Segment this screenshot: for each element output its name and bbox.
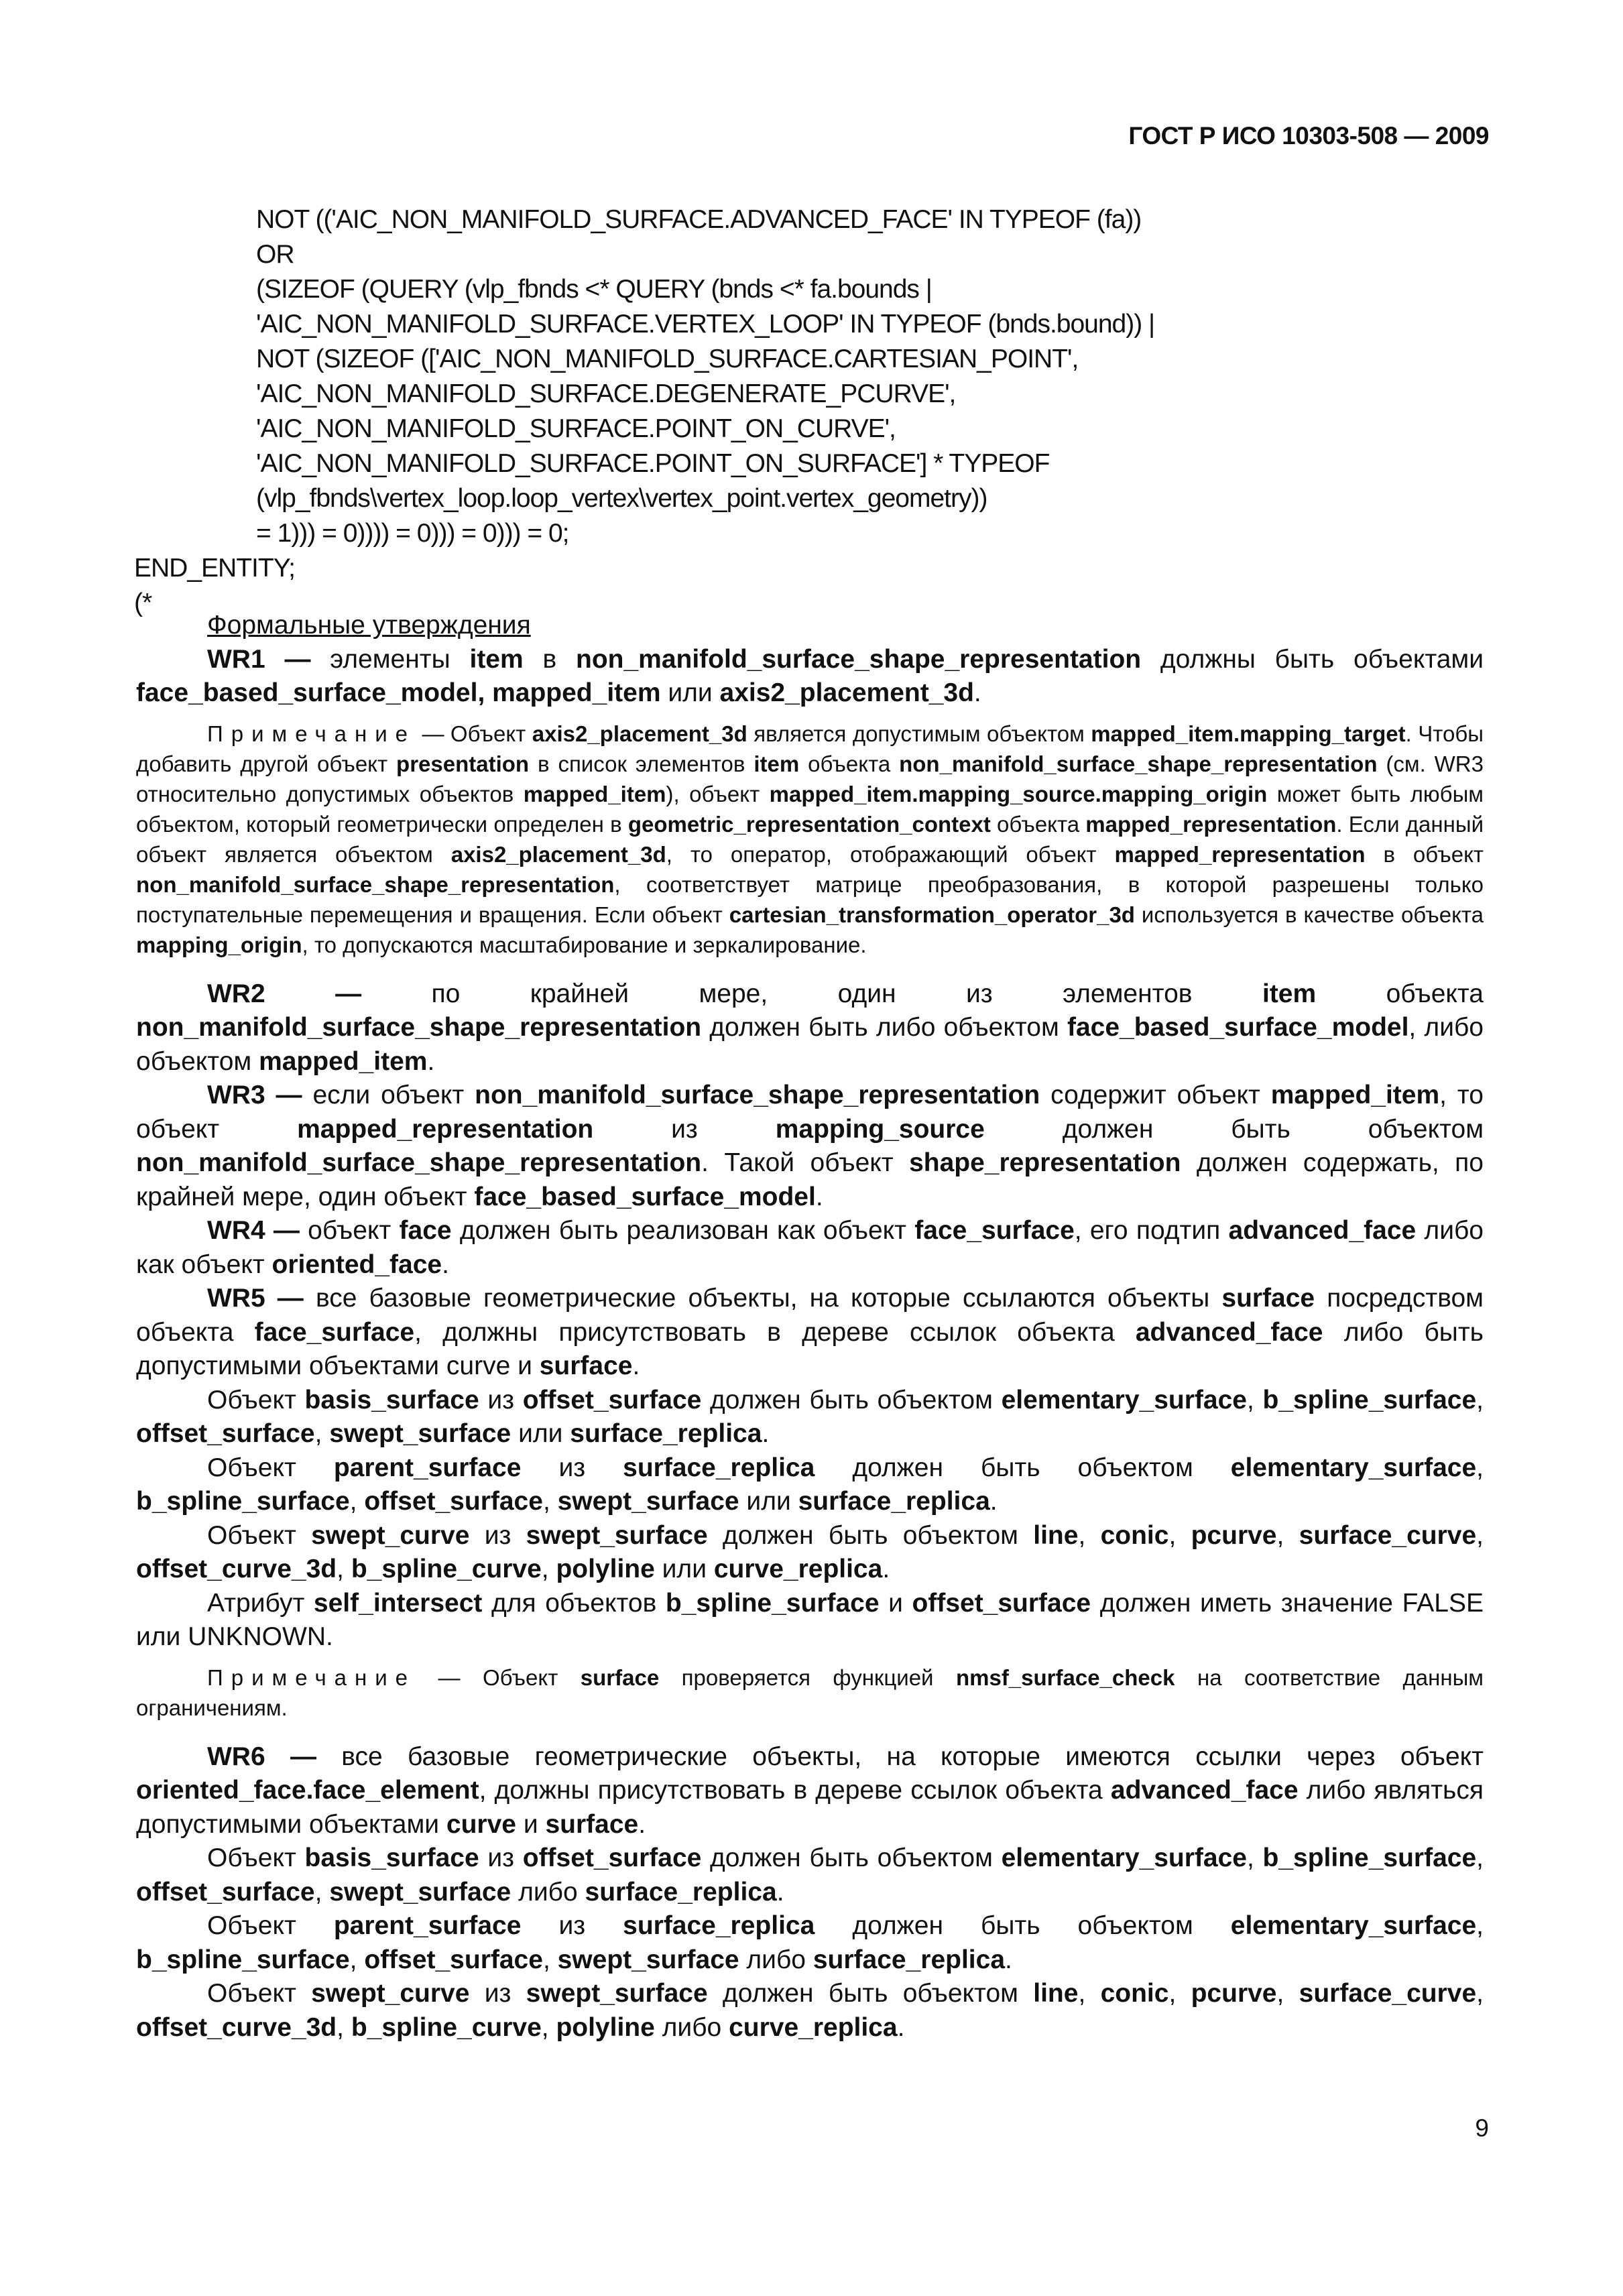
express-code-block bbox=[134, 202, 1408, 621]
body-paragraph bbox=[136, 1740, 1484, 1842]
text-segment: Объект bbox=[207, 1979, 312, 2008]
text-segment: ), объект bbox=[666, 781, 770, 806]
body-paragraph bbox=[136, 1587, 1484, 1654]
entity-term: curve_replica bbox=[729, 2012, 898, 2042]
text-segment: , bbox=[1476, 1520, 1484, 1550]
entity-term: b_spline_surface bbox=[136, 1945, 350, 1974]
text-segment: . bbox=[762, 1419, 770, 1448]
text-segment: Объект bbox=[207, 1911, 334, 1940]
text-segment: должен быть объектом bbox=[815, 1453, 1231, 1482]
entity-term: surface bbox=[1221, 1284, 1315, 1313]
text-segment: , bbox=[1168, 1979, 1191, 2008]
text-segment: , то оператор, отображающий объект bbox=[666, 841, 1115, 867]
entity-term: non_manifold_surface_shape_representation bbox=[136, 1148, 702, 1177]
entity-term: WR1 — bbox=[207, 644, 311, 674]
text-segment: (см. WR3 относительно допустимых объектов bbox=[136, 751, 1484, 806]
entity-term: advanced_face bbox=[1110, 1776, 1299, 1805]
text-segment: все базовые геометрические объекты, на которые ссылаются объекты bbox=[303, 1284, 1222, 1313]
entity-term: geometric_representation_context bbox=[627, 811, 991, 837]
text-segment: или bbox=[739, 1487, 798, 1516]
entity-term: face_based_surface_model bbox=[1067, 1013, 1409, 1042]
text-segment: может быть любым объектом, который геометрически определен в bbox=[136, 781, 1484, 837]
body-paragraph bbox=[136, 1977, 1484, 2045]
text-segment: должен быть объектом bbox=[701, 1385, 1002, 1414]
text-segment: , bbox=[1476, 1453, 1484, 1482]
section-heading: Формальные утверждения bbox=[207, 611, 531, 640]
entity-term: b_spline_curve bbox=[351, 1555, 542, 1583]
entity-term: axis2_placement_3d bbox=[450, 841, 666, 867]
body-paragraph bbox=[136, 1841, 1484, 1909]
entity-term: swept_surface bbox=[557, 1945, 739, 1974]
text-segment: , bbox=[337, 2012, 351, 2042]
body-paragraph bbox=[136, 643, 1484, 711]
entity-term: mapped_item.mapping_target bbox=[1091, 721, 1406, 746]
entity-term: line bbox=[1033, 1979, 1079, 2008]
text-segment: , bbox=[1168, 1520, 1191, 1550]
text-segment: должен быть объектом bbox=[815, 1911, 1231, 1940]
entity-term: non_manifold_surface_shape_representation bbox=[899, 751, 1378, 776]
text-segment: посредством объекта bbox=[136, 1284, 1484, 1347]
text-segment: , bbox=[542, 1487, 558, 1516]
text-segment: , bbox=[1476, 1911, 1484, 1940]
text-segment: . bbox=[973, 678, 981, 707]
text-segment: объекта bbox=[990, 811, 1086, 837]
entity-term: elementary_surface bbox=[1001, 1844, 1247, 1872]
text-segment: , bbox=[1078, 1979, 1101, 2008]
text-segment: Объект bbox=[207, 1520, 312, 1550]
text-segment: . Чтобы добавить другой объект bbox=[136, 721, 1484, 776]
text-segment: либо как объект bbox=[136, 1216, 1484, 1279]
text-segment: . bbox=[632, 1351, 640, 1380]
note-label: Примечание bbox=[207, 1665, 416, 1690]
code-line: END_ENTITY; bbox=[134, 554, 296, 583]
body-paragraph bbox=[136, 977, 1484, 1079]
text-segment: в список элементов bbox=[529, 751, 754, 776]
code-line: NOT (SIZEOF (['AIC_NON_MANIFOLD_SURFACE.CARTESIAN_POINT', bbox=[256, 345, 1079, 373]
entity-term: elementary_surface bbox=[1230, 1911, 1477, 1940]
text-segment: должен быть объектом bbox=[707, 1979, 1034, 2008]
entity-term: non_manifold_surface_shape_representation bbox=[136, 871, 615, 897]
entity-term: mapped_representation bbox=[1085, 811, 1337, 837]
entity-term: non_manifold_surface_shape_representation bbox=[576, 644, 1142, 674]
note-label: Примечание bbox=[207, 721, 416, 746]
entity-term: swept_surface bbox=[526, 1520, 708, 1550]
entity-term: swept_surface bbox=[557, 1487, 739, 1516]
entity-term: self_intersect bbox=[313, 1588, 483, 1618]
entity-term: surface_replica bbox=[585, 1877, 777, 1907]
entity-term: item bbox=[754, 751, 800, 776]
text-segment: из bbox=[469, 1979, 526, 2008]
entity-term: face_surface bbox=[254, 1317, 415, 1347]
entity-term: elementary_surface bbox=[1230, 1453, 1477, 1482]
text-segment: из bbox=[521, 1453, 623, 1482]
text-segment: , то объект bbox=[136, 1081, 1484, 1144]
text-segment: , должны присутствовать в дереве ссылок объекта bbox=[479, 1776, 1111, 1805]
text-segment: , bbox=[541, 2012, 556, 2042]
body-paragraph bbox=[136, 1909, 1484, 1977]
text-segment: Объект bbox=[207, 1453, 334, 1482]
text-segment: если объект bbox=[302, 1081, 475, 1109]
entity-term: offset_curve_3d bbox=[136, 1555, 337, 1583]
text-segment: . bbox=[897, 2012, 905, 2042]
code-line: (SIZEOF (QUERY (vlp_fbnds <* QUERY (bnds <* fa.bounds | bbox=[256, 275, 932, 304]
text-segment: либо bbox=[739, 1945, 813, 1974]
text-segment: должен быть объектом bbox=[701, 1844, 1002, 1872]
text-segment: либо быть допустимыми объектами curve и bbox=[136, 1317, 1484, 1380]
text-segment: . bbox=[882, 1555, 890, 1583]
entity-term: surface_replica bbox=[623, 1453, 815, 1482]
entity-term: cartesian_transformation_operator_3d bbox=[729, 902, 1135, 927]
text-segment: , bbox=[1078, 1520, 1101, 1550]
text-segment: , bbox=[1476, 1844, 1484, 1872]
text-segment: . Если данный объект является объектом bbox=[136, 811, 1484, 867]
text-segment: , bbox=[314, 1877, 330, 1907]
text-segment: в bbox=[523, 644, 576, 674]
entity-term: WR4 — bbox=[207, 1216, 300, 1245]
text-segment: и bbox=[516, 1809, 546, 1839]
entity-term: mapped_item bbox=[259, 1046, 428, 1076]
text-segment: для объектов bbox=[482, 1588, 666, 1618]
text-segment: , bbox=[542, 1945, 558, 1974]
code-line: 'AIC_NON_MANIFOLD_SURFACE.POINT_ON_CURVE', bbox=[256, 414, 896, 443]
text-segment: на соответствие данным ограничениям. bbox=[136, 1665, 1484, 1720]
text-segment: Объект bbox=[207, 1844, 305, 1872]
entity-term: item bbox=[1262, 979, 1317, 1008]
text-segment: из bbox=[521, 1911, 623, 1940]
entity-term: surface_curve bbox=[1299, 1979, 1477, 2008]
entity-term: pcurve bbox=[1191, 1979, 1277, 2008]
text-segment: является допустимым объектом bbox=[747, 721, 1091, 746]
entity-term: face_surface bbox=[914, 1216, 1075, 1245]
text-segment: из bbox=[479, 1844, 523, 1872]
entity-term: oriented_face.face_element bbox=[136, 1776, 479, 1805]
entity-term: elementary_surface bbox=[1001, 1385, 1247, 1414]
entity-term: surface_curve bbox=[1299, 1520, 1477, 1550]
entity-term: curve_replica bbox=[713, 1555, 883, 1583]
entity-term: surface_replica bbox=[813, 1945, 1006, 1974]
entity-term: WR5 — bbox=[207, 1284, 304, 1313]
text-segment: и bbox=[879, 1588, 912, 1618]
entity-term: b_spline_surface bbox=[1262, 1844, 1477, 1872]
text-segment: . bbox=[776, 1877, 784, 1907]
entity-term: face_based_surface_model bbox=[474, 1182, 816, 1211]
text-segment: , должны присутствовать в дереве ссылок объекта bbox=[414, 1317, 1136, 1347]
note-paragraph bbox=[136, 1663, 1484, 1723]
text-segment: , bbox=[1246, 1844, 1263, 1872]
entity-term: conic bbox=[1100, 1979, 1169, 2008]
text-segment: по крайней мере, один из элементов bbox=[361, 979, 1262, 1008]
entity-term: surface_replica bbox=[623, 1911, 815, 1940]
entity-term: b_spline_surface bbox=[136, 1487, 350, 1516]
entity-term: shape_representation bbox=[909, 1148, 1181, 1177]
text-segment: должен быть объектом bbox=[984, 1114, 1484, 1144]
page-number: 9 bbox=[1475, 2114, 1489, 2142]
entity-term: b_spline_surface bbox=[1262, 1385, 1477, 1414]
body-paragraph bbox=[136, 1384, 1484, 1451]
text-segment: должен быть объектом bbox=[707, 1520, 1034, 1550]
text-segment: объекта bbox=[1316, 979, 1484, 1008]
entity-term: surface bbox=[539, 1351, 633, 1380]
code-line: OR bbox=[256, 240, 294, 269]
code-line: = 1))) = 0)))) = 0))) = 0))) = 0; bbox=[256, 519, 569, 548]
text-segment: . bbox=[427, 1046, 435, 1076]
standard-header: ГОСТ Р ИСО 10303-508 — 2009 bbox=[1128, 122, 1489, 149]
entity-term: offset_surface bbox=[364, 1487, 543, 1516]
text-segment: проверяется функцией bbox=[659, 1665, 956, 1690]
entity-term: WR3 — bbox=[207, 1081, 302, 1109]
text-segment: , bbox=[314, 1419, 330, 1448]
entity-term: pcurve bbox=[1191, 1520, 1277, 1550]
entity-term: surface bbox=[580, 1665, 660, 1690]
text-segment: , bbox=[1476, 1385, 1484, 1414]
text-segment: , bbox=[349, 1487, 365, 1516]
text-segment: все базовые геометрические объекты, на которые имеются ссылки через объект bbox=[316, 1742, 1484, 1771]
entity-term: swept_surface bbox=[329, 1419, 512, 1448]
text-segment: используется в качестве объекта bbox=[1134, 902, 1484, 927]
entity-term: offset_surface bbox=[364, 1945, 543, 1974]
entity-term: b_spline_surface bbox=[665, 1588, 880, 1618]
entity-term: mapping_origin bbox=[136, 932, 302, 957]
text-segment: элементы bbox=[310, 644, 470, 674]
entity-term: swept_curve bbox=[311, 1520, 470, 1550]
text-segment: из bbox=[593, 1114, 776, 1144]
entity-term: surface_replica bbox=[798, 1487, 990, 1516]
text-segment: , bbox=[541, 1555, 556, 1583]
text-segment: , соответствует матрице преобразования, в которой разрешены только поступательные перемещения и вращения. Если объект bbox=[136, 871, 1484, 927]
text-segment: должен быть реализован как объект bbox=[451, 1216, 915, 1245]
code-line: NOT (('AIC_NON_MANIFOLD_SURFACE.ADVANCED_FACE' IN TYPEOF (fa)) bbox=[256, 205, 1142, 234]
code-line: 'AIC_NON_MANIFOLD_SURFACE.POINT_ON_SURFACE'] * TYPEOF bbox=[256, 449, 1050, 478]
entity-term: polyline bbox=[556, 1555, 655, 1583]
text-segment: . bbox=[442, 1250, 449, 1279]
entity-term: mapped_item bbox=[523, 781, 666, 806]
text-segment: . bbox=[638, 1809, 646, 1839]
body-paragraph bbox=[136, 1451, 1484, 1519]
entity-term: oriented_face bbox=[272, 1250, 442, 1279]
text-segment: содержит объект bbox=[1040, 1081, 1271, 1109]
entity-term: swept_surface bbox=[329, 1877, 512, 1907]
entity-term: conic bbox=[1100, 1520, 1169, 1550]
text-segment: объекта bbox=[799, 751, 900, 776]
text-segment: , bbox=[337, 1555, 351, 1583]
entity-term: offset_surface bbox=[136, 1419, 315, 1448]
text-segment: или bbox=[511, 1419, 570, 1448]
entity-term: offset_surface bbox=[522, 1844, 702, 1872]
entity-term: non_manifold_surface_shape_representation bbox=[136, 1013, 702, 1042]
text-segment: из bbox=[479, 1385, 523, 1414]
entity-term: face bbox=[399, 1216, 452, 1245]
text-segment: , bbox=[1276, 1979, 1299, 2008]
entity-term: nmsf_surface_check bbox=[955, 1665, 1175, 1690]
text-segment: , bbox=[1476, 1979, 1484, 2008]
text-segment: должны быть объектами bbox=[1141, 644, 1484, 674]
entity-term: WR2 — bbox=[207, 979, 362, 1008]
text-segment: в объект bbox=[1365, 841, 1484, 867]
text-segment: , bbox=[1276, 1520, 1299, 1550]
code-line: 'AIC_NON_MANIFOLD_SURFACE.VERTEX_LOOP' IN TYPEOF (bnds.bound)) | bbox=[256, 310, 1155, 339]
text-segment: . bbox=[1005, 1945, 1012, 1974]
text-segment: объект bbox=[299, 1216, 400, 1245]
entity-term: parent_surface bbox=[333, 1453, 522, 1482]
text-segment: либо bbox=[654, 2012, 729, 2042]
text-segment: . Такой объект bbox=[701, 1148, 910, 1177]
entity-term: offset_surface bbox=[136, 1877, 315, 1907]
text-segment: . bbox=[815, 1182, 823, 1211]
code-line: (* bbox=[134, 589, 152, 617]
text-segment: или bbox=[654, 1555, 714, 1583]
text-segment: , bbox=[349, 1945, 365, 1974]
entity-term: basis_surface bbox=[304, 1844, 479, 1872]
entity-term: swept_surface bbox=[526, 1979, 708, 2008]
entity-term: basis_surface bbox=[304, 1385, 479, 1414]
body-paragraph bbox=[136, 1282, 1484, 1384]
text-segment: , его подтип bbox=[1074, 1216, 1229, 1245]
entity-term: mapped_item.mapping_source.mapping_origin bbox=[769, 781, 1268, 806]
entity-term: mapped_representation bbox=[297, 1114, 594, 1144]
code-line: 'AIC_NON_MANIFOLD_SURFACE.DEGENERATE_PCURVE', bbox=[256, 379, 956, 408]
body-paragraph bbox=[136, 1214, 1484, 1282]
text-segment: — Объект bbox=[416, 721, 532, 746]
entity-term: surface bbox=[545, 1809, 639, 1839]
text-segment: , bbox=[1246, 1385, 1263, 1414]
text-segment: должен иметь значение FALSE или UNKNOWN. bbox=[136, 1588, 1484, 1651]
note-paragraph bbox=[136, 719, 1484, 960]
text-segment: Атрибут bbox=[207, 1588, 314, 1618]
entity-term: curve bbox=[446, 1809, 516, 1839]
entity-term: axis2_placement_3d bbox=[719, 678, 974, 707]
entity-term: axis2_placement_3d bbox=[532, 721, 747, 746]
entity-term: mapped_representation bbox=[1114, 841, 1366, 867]
entity-term: non_manifold_surface_shape_representation bbox=[475, 1081, 1040, 1109]
text-segment: или bbox=[660, 678, 720, 707]
paragraph-list bbox=[136, 643, 1484, 2045]
entity-term: b_spline_curve bbox=[351, 2012, 542, 2042]
entity-term: swept_curve bbox=[311, 1979, 470, 2008]
text-segment: должен быть либо объектом bbox=[701, 1013, 1067, 1042]
entity-term: offset_surface bbox=[912, 1588, 1091, 1618]
text-segment: должен содержать, по крайней мере, один объект bbox=[136, 1148, 1484, 1211]
entity-term: WR6 — bbox=[207, 1742, 316, 1771]
body-paragraph bbox=[136, 1519, 1484, 1587]
text-segment: , то допускаются масштабирование и зеркалирование. bbox=[302, 932, 867, 957]
entity-term: mapping_source bbox=[775, 1114, 985, 1144]
text-segment: либо bbox=[511, 1877, 585, 1907]
text-segment: . bbox=[989, 1487, 998, 1516]
entity-term: offset_curve_3d bbox=[136, 2012, 337, 2042]
entity-term: surface_replica bbox=[570, 1419, 762, 1448]
text-segment: — Объект bbox=[416, 1665, 581, 1690]
text-segment: из bbox=[469, 1520, 526, 1550]
code-line: (vlp_fbnds\vertex_loop.loop_vertex\vertex_point.vertex_geometry)) bbox=[256, 484, 987, 513]
text-segment: Объект bbox=[207, 1385, 305, 1414]
text-segment: , либо объектом bbox=[136, 1013, 1484, 1076]
body-paragraph bbox=[136, 1079, 1484, 1214]
entity-term: advanced_face bbox=[1228, 1216, 1417, 1245]
formal-propositions-section bbox=[136, 609, 1484, 2045]
entity-term: item bbox=[469, 644, 524, 674]
entity-term: mapped_item bbox=[1270, 1081, 1440, 1109]
entity-term: offset_surface bbox=[522, 1385, 702, 1414]
entity-term: line bbox=[1033, 1520, 1079, 1550]
entity-term: presentation bbox=[396, 751, 530, 776]
entity-term: advanced_face bbox=[1135, 1317, 1323, 1347]
entity-term: parent_surface bbox=[333, 1911, 522, 1940]
entity-term: face_based_surface_model, mapped_item bbox=[136, 678, 661, 707]
entity-term: polyline bbox=[556, 2012, 655, 2042]
text-segment: либо являться допустимыми объектами bbox=[136, 1776, 1484, 1839]
